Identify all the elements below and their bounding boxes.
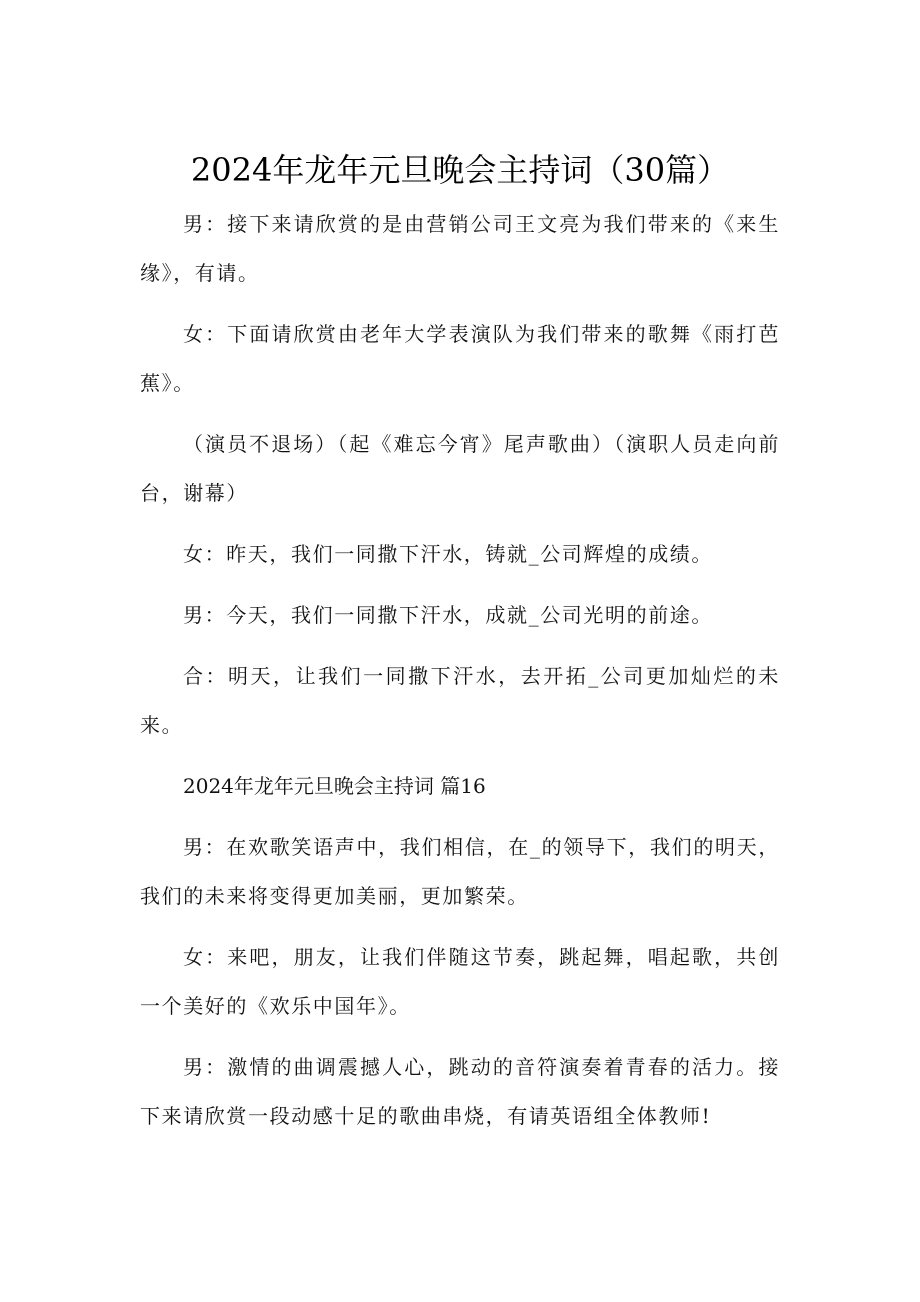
document-title: 2024年龙年元旦晚会主持词（30篇） bbox=[190, 151, 730, 189]
paragraph: （演员不退场）（起《难忘今宵》尾声歌曲）（演职人员走向前台，谢幕） bbox=[140, 432, 780, 505]
section-heading: 2024年龙年元旦晚会主持词 篇16 bbox=[183, 774, 486, 798]
paragraph: 女：来吧，朋友，让我们伴随这节奏，跳起舞，唱起歌，共创一个美好的《欢乐中国年》。 bbox=[140, 945, 780, 1018]
paragraph: 女：下面请欣赏由老年大学表演队为我们带来的歌舞《雨打芭蕉》。 bbox=[140, 322, 780, 395]
paragraph: 男：接下来请欣赏的是由营销公司王文亮为我们带来的《来生缘》，有请。 bbox=[140, 212, 780, 285]
paragraph: 男：在欢歌笑语声中，我们相信，在_的领导下，我们的明天，我们的未来将变得更加美丽，更加繁荣。 bbox=[140, 835, 780, 908]
paragraph: 女：昨天，我们一同撒下汗水，铸就_公司辉煌的成绩。 bbox=[183, 542, 713, 566]
document-body bbox=[140, 200, 780, 1141]
paragraph: 男：激情的曲调震撼人心，跳动的音符演奏着青春的活力。接下来请欣赏一段动感十足的歌曲串烧，有请英语组全体教师! bbox=[140, 1055, 780, 1128]
paragraph: 合：明天，让我们一同撒下汗水，去开拓_公司更加灿烂的未来。 bbox=[140, 664, 780, 737]
paragraph: 男：今天，我们一同撒下汗水，成就_公司光明的前途。 bbox=[183, 603, 713, 627]
